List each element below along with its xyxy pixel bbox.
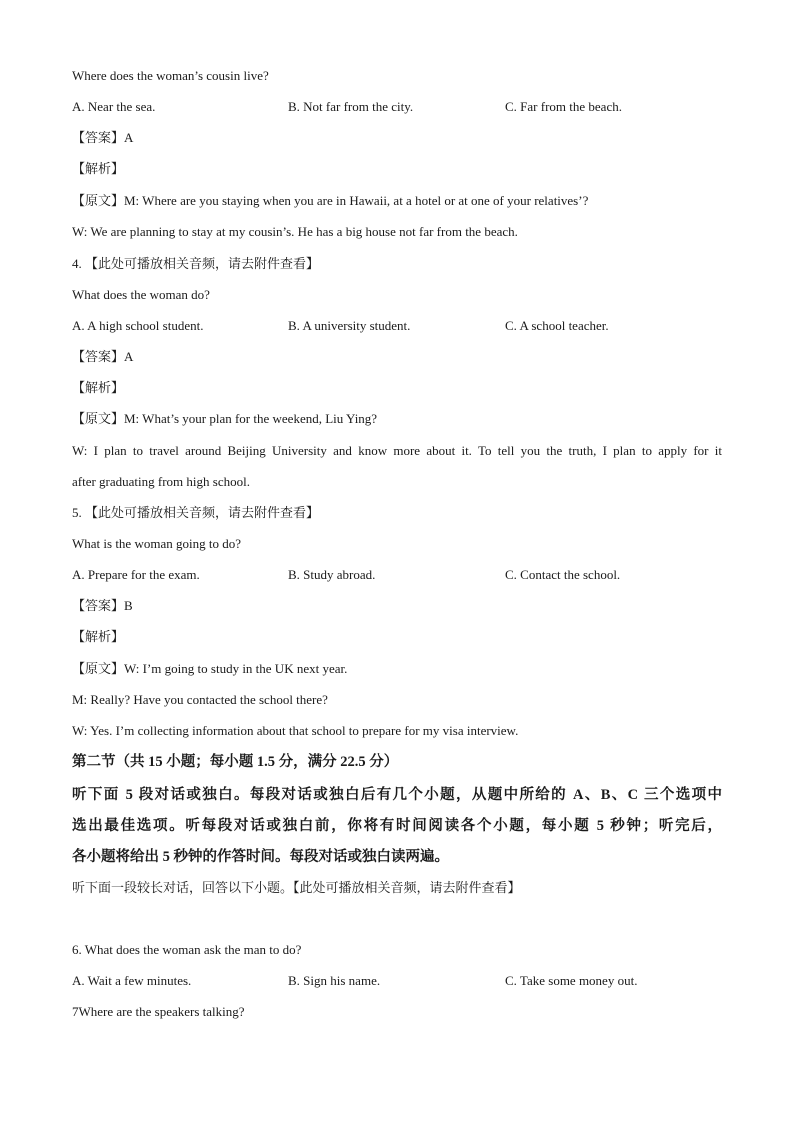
q6-options: [72, 972, 722, 990]
q4-transcript-line: after graduating from high school.: [72, 474, 250, 489]
q3-option-a: A. Near the sea.: [72, 99, 156, 114]
q5-question: What is the woman going to do?: [72, 536, 241, 551]
section2-instruction-line: 选出最佳选项。听每段对话或独白前，你将有时间阅读各个小题，每小题 5 秒钟；听完后，: [72, 818, 722, 834]
q6-option-b: B. Sign his name.: [288, 973, 381, 988]
q4-option-b: B. A university student.: [288, 318, 411, 333]
q4-transcript-line: W: I plan to travel around Beijing University and know more about it. To tell you the truth, I plan to apply for it: [72, 443, 722, 458]
q3-analysis: 【解析】: [72, 161, 125, 176]
q6-option-c: C. Take some money out.: [505, 973, 638, 988]
section2-intro: 听下面一段较长对话，回答以下小题。【此处可播放相关音频，请去附件查看】: [72, 880, 521, 895]
q4-option-a: A. A high school student.: [72, 318, 204, 333]
q3-transcript-line: W: We are planning to stay at my cousin’s. He has a big house not far from the beach.: [72, 224, 518, 239]
q5-option-c: C. Contact the school.: [505, 567, 621, 582]
q3-option-b: B. Not far from the city.: [288, 99, 414, 114]
q4-question: What does the woman do?: [72, 287, 210, 302]
section2-instruction-line: 各小题将给出 5 秒钟的作答时间。每段对话或独白读两遍。: [72, 849, 449, 865]
q5-analysis: 【解析】: [72, 629, 125, 644]
q6-question: 6. What does the woman ask the man to do?: [72, 942, 302, 957]
q5-transcript-line: W: Yes. I’m collecting information about that school to prepare for my visa interview.: [72, 723, 519, 738]
q3-transcript-line: 【原文】M: Where are you staying when you are in Hawaii, at a hotel or at one of your relatives’?: [72, 193, 589, 208]
section2-instruction-line: 听下面 5 段对话或独白。每段对话或独白后有几个小题，从题中所给的 A、B、C 三个选项中: [72, 787, 722, 803]
q5-answer: 【答案】B: [72, 598, 133, 613]
section2-heading: 第二节（共 15 小题；每小题 1.5 分，满分 22.5 分）: [72, 754, 399, 770]
q5-transcript-line: M: Really? Have you contacted the school there?: [72, 692, 328, 707]
q4-analysis: 【解析】: [72, 380, 125, 395]
q3-option-c: C. Far from the beach.: [505, 99, 622, 114]
q4-option-c: C. A school teacher.: [505, 318, 609, 333]
q5-option-b: B. Study abroad.: [288, 567, 376, 582]
q4-transcript-line: 【原文】M: What’s your plan for the weekend, Liu Ying?: [72, 411, 378, 426]
q5-audio-note: 5. 【此处可播放相关音频，请去附件查看】: [72, 505, 320, 520]
q4-audio-note: 4. 【此处可播放相关音频，请去附件查看】: [72, 256, 320, 271]
q3-answer: 【答案】A: [72, 130, 134, 145]
q3-options: [72, 98, 722, 116]
q6-option-a: A. Wait a few minutes.: [72, 973, 192, 988]
q4-options: [72, 317, 722, 335]
q5-option-a: A. Prepare for the exam.: [72, 567, 200, 582]
q7-question: 7Where are the speakers talking?: [72, 1004, 245, 1019]
q5-options: [72, 566, 722, 584]
q5-transcript-line: 【原文】W: I’m going to study in the UK next year.: [72, 661, 348, 676]
q4-answer: 【答案】A: [72, 349, 134, 364]
q3-question: Where does the woman’s cousin live?: [72, 68, 269, 83]
